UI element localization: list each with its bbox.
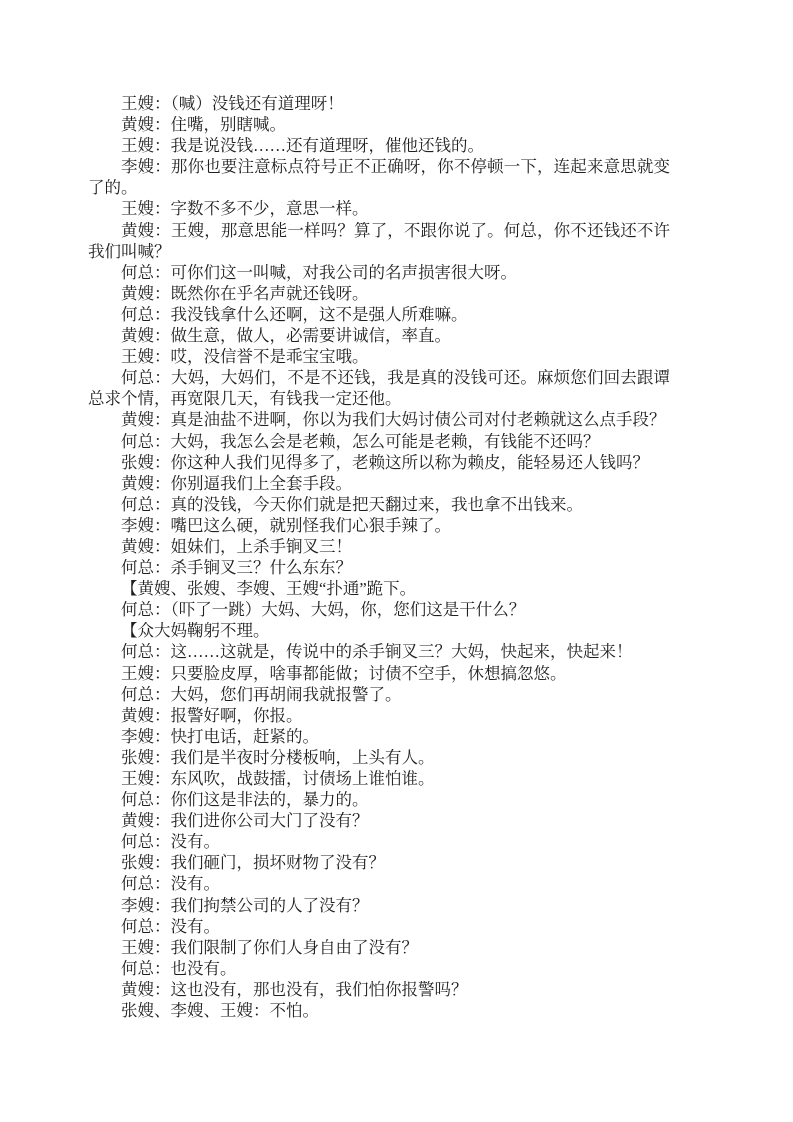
dialogue-line: 李嫂：快打电话，赶紧的。 <box>121 726 319 746</box>
dialogue-line: 王嫂：只要脸皮厚，啥事都能做；讨债不空手，休想搞忽悠。 <box>121 663 567 683</box>
dialogue-line: 黄嫂：住嘴，别瞎喊。 <box>121 115 286 135</box>
dialogue-line: 黄嫂：我们进你公司大门了没有？ <box>121 811 369 831</box>
dialogue-line: 黄嫂：姐妹们，上杀手锏叉三！ <box>121 536 352 556</box>
dialogue-line: 黄嫂：做生意，做人，必需要讲诚信，率直。 <box>121 326 451 346</box>
dialogue-line: 李嫂：那你也要注意标点符号正不正确呀，你不停顿一下，连起来意思就变了的。 <box>88 157 670 198</box>
stage-direction-line: 【众大妈鞠躬不理。 <box>121 621 270 641</box>
dialogue-line: 王嫂：东风吹，战鼓擂，讨债场上谁怕谁。 <box>121 769 435 788</box>
dialogue-line: 王嫂：我们限制了你们人身自由了没有？ <box>121 937 418 957</box>
dialogue-line: 何总：没有。 <box>121 832 220 852</box>
dialogue-line: 张嫂：你这种人我们见得多了，老赖这所以称为赖皮，能轻易还人钱吗？ <box>121 452 649 472</box>
dialogue-line: 黄嫂：你别逼我们上全套手段。 <box>121 473 352 493</box>
dialogue-line: 何总：没有。 <box>121 916 220 936</box>
dialogue-line: 张嫂：我们是半夜时分楼板响，上头有人。 <box>121 747 435 767</box>
dialogue-line: 王嫂：（喊）没钱还有道理呀！ <box>121 94 344 113</box>
dialogue-line: 王嫂：我是说没钱……还有道理呀，催他还钱的。 <box>121 136 484 156</box>
dialogue-line: 何总：你们这是非法的，暴力的。 <box>121 790 369 810</box>
dialogue-line: 王嫂：哎，没信誉不是乖宝宝哦。 <box>121 347 369 367</box>
dialogue-line: 何总：真的没钱，今天你们就是把天翻过来，我也拿不出钱来。 <box>121 494 583 514</box>
dialogue-line: 何总：可你们这一叫喊，对我公司的名声损害很大呀。 <box>121 262 517 282</box>
dialogue-line: 张嫂：我们砸门，损坏财物了没有？ <box>121 853 385 873</box>
dialogue-line: 何总：也没有。 <box>121 958 237 978</box>
dialogue-line: 何总：大妈，您们再胡闹我就报警了。 <box>121 684 402 704</box>
dialogue-line: 何总：大妈，我怎么会是老赖，怎么可能是老赖，有钱能不还吗？ <box>121 431 600 451</box>
dialogue-line: 王嫂：字数不多不少，意思一样。 <box>121 199 369 219</box>
dialogue-line: 黄嫂：报警好啊，你报。 <box>121 705 303 725</box>
dialogue-line: 黄嫂：这也没有，那也没有，我们怕你报警吗？ <box>121 979 468 999</box>
dialogue-line: 张嫂、李嫂、王嫂：不怕。 <box>121 1001 319 1021</box>
dialogue-line: 黄嫂：既然你在乎名声就还钱呀。 <box>121 283 369 303</box>
dialogue-line: 何总：大妈，大妈们，不是不还钱，我是真的没钱可还。麻烦您们回去跟谭总求个情，再宽限几天，有钱我一定还他。 <box>88 368 670 409</box>
dialogue-line: 黄嫂：王嫂，那意思能一样吗？算了，不跟你说了。何总，你不还钱还不许我们叫喊？ <box>88 220 670 261</box>
dialogue-line: 何总：（吓了一跳）大妈、大妈，你，您们这是干什么？ <box>121 600 526 620</box>
dialogue-line: 何总：我没钱拿什么还啊，这不是强人所难嘛。 <box>121 304 468 324</box>
dialogue-line: 何总：杀手锏叉三？什么东东？ <box>121 558 352 578</box>
script-body <box>88 93 670 1021</box>
dialogue-line: 何总：这……这就是，传说中的杀手锏叉三？大妈，快起来，快起来！ <box>121 642 633 662</box>
dialogue-line: 何总：没有。 <box>121 874 220 894</box>
dialogue-line: 黄嫂：真是油盐不进啊，你以为我们大妈讨债公司对付老赖就这么点手段？ <box>121 410 666 430</box>
stage-direction-line: 【黄嫂、张嫂、李嫂、王嫂“扑通”跪下。 <box>121 579 417 599</box>
dialogue-line: 李嫂：我们拘禁公司的人了没有？ <box>121 895 369 915</box>
dialogue-line: 李嫂：嘴巴这么硬，就别怪我们心狠手辣了。 <box>121 515 451 535</box>
